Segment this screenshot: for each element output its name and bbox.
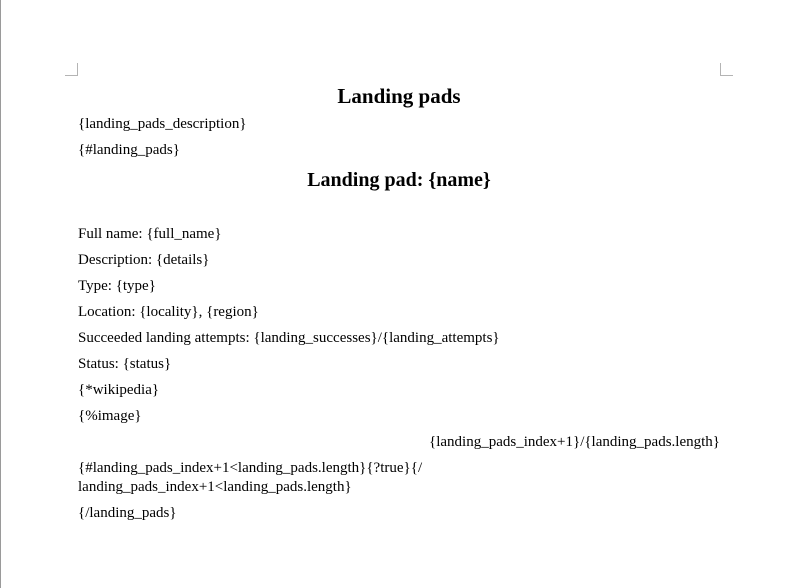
landing-attempts-field: Succeeded landing attempts: {landing_successes}/{landing_attempts}	[78, 330, 500, 346]
type-field: Type: {type}	[78, 278, 156, 294]
image-tag: {%image}	[78, 408, 142, 424]
description-field: Description: {details}	[78, 252, 210, 268]
document-title: Landing pads	[337, 84, 461, 108]
top-right-margin-marker	[720, 63, 733, 76]
section-heading: Landing pad: {name}	[307, 169, 491, 191]
top-left-margin-marker	[65, 63, 78, 76]
condition-tag-line-2: landing_pads_index+1<landing_pads.length}	[78, 479, 352, 495]
loop-close-tag: {/landing_pads}	[78, 505, 177, 521]
condition-tag-line-1: {#landing_pads_index+1<landing_pads.length}{?true}{/	[78, 460, 423, 476]
status-field: Status: {status}	[78, 356, 172, 372]
page-left-edge	[0, 0, 1, 588]
loop-open-tag: {#landing_pads}	[78, 142, 180, 158]
description-placeholder: {landing_pads_description}	[78, 116, 247, 132]
full-name-field: Full name: {full_name}	[78, 226, 222, 242]
page-counter: {landing_pads_index+1}/{landing_pads.length}	[429, 434, 720, 450]
wikipedia-tag: {*wikipedia}	[78, 382, 160, 398]
location-field: Location: {locality}, {region}	[78, 304, 259, 320]
